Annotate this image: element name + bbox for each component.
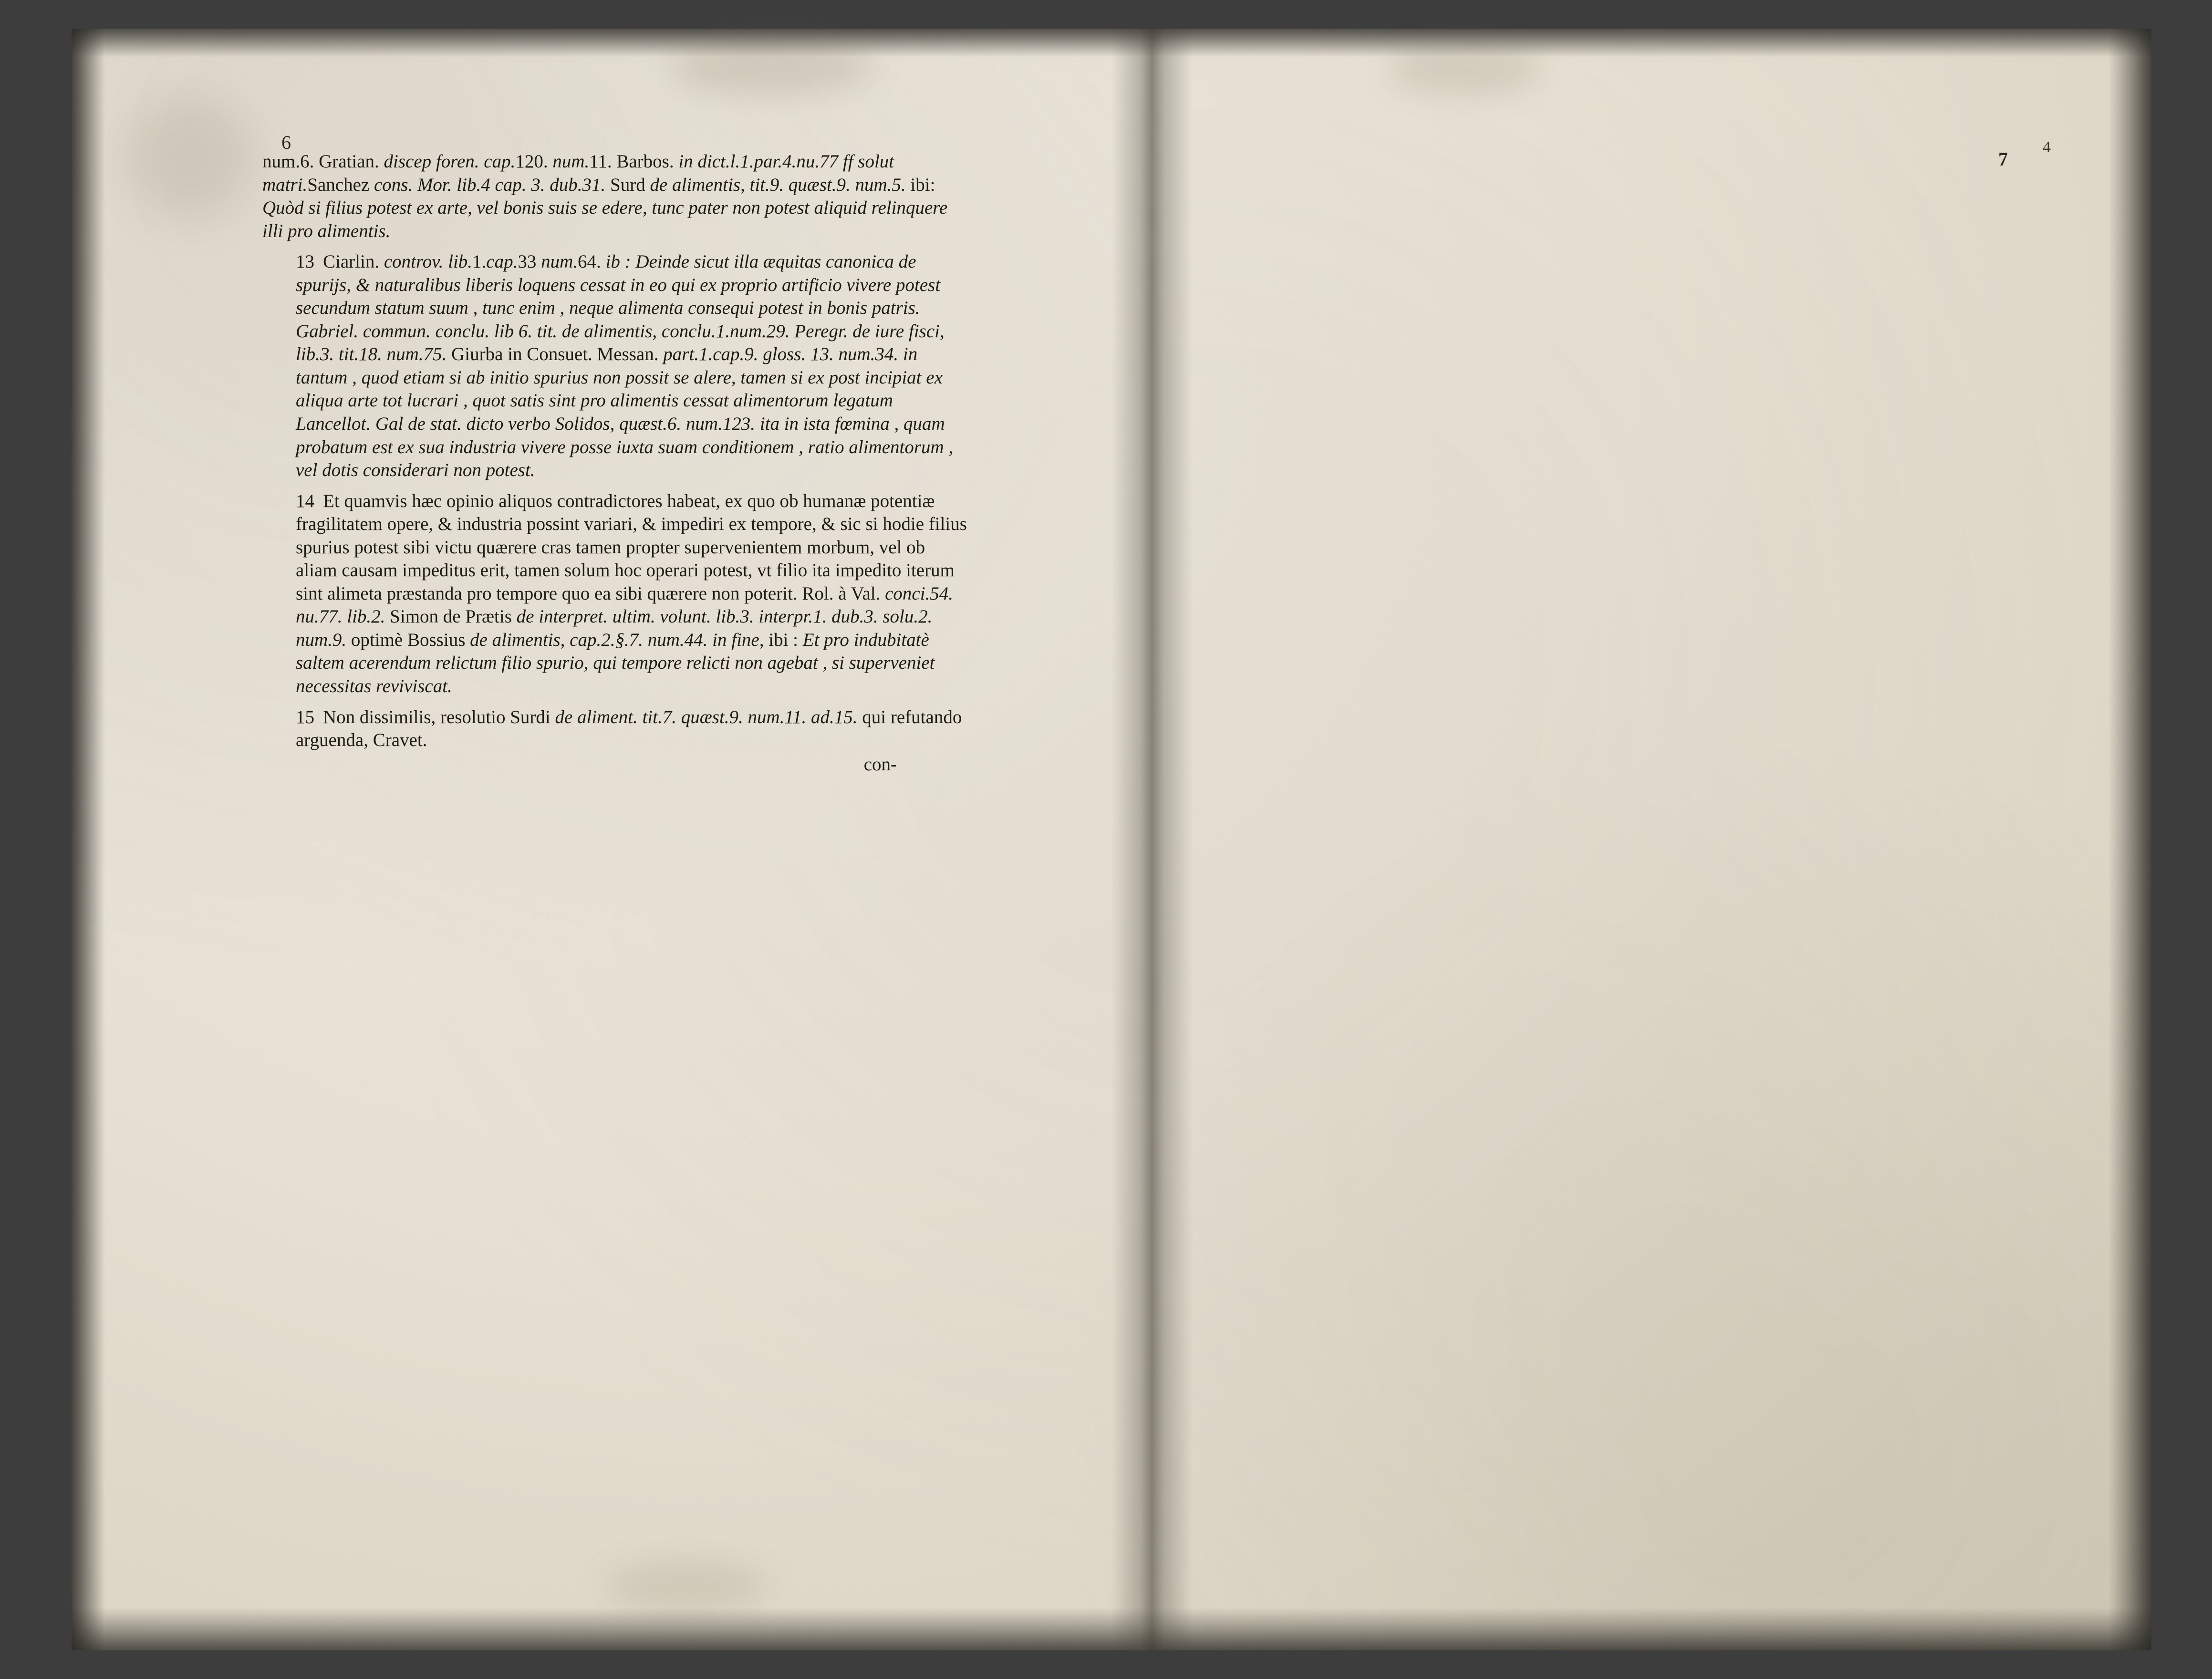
paragraph: 13 Ciarlin. controv. lib.1.cap.33 num.64. ib : Deinde sicut illa æquitas canonica de spurijs, & naturalibus liberis loquens cessat in eo qui ex proprio artificio vivere potest secundum statum suum , tunc enim , neque alimenta consequi potest in bonis patris. Gabriel. commun. conclu. lib 6. tit. de alimentis, conclu.1.num.29. Peregr. de iure fisci, lib.3. tit.18. num.75. Giurba in Consuet. Messan. part.1.cap.9. gloss. 13. num.34. in tantum , quod etiam si ab initio spurius non possit se alere, tamen si ex post incipiat ex aliqua arte tot lucrari , quot satis sint pro alimentis cessat alimentorum legatum Lancellot. Gal de stat. dicto verbo Solidos, quæst.6. num.123. ita in ista fœmina , quam probatum est ex sua industria vivere posse iuxta suam conditionem , ratio alimentorum , vel dotis considerari non potest. xyxy=(296,251,954,481)
paragraph-opening-run: num.6. xyxy=(262,151,314,172)
paragraph: 14 Et quamvis hæc opinio aliquos contradictores habeat, ex quo ob humanæ potentiæ fragilitatem opere, & industria possint variari, & impediri ex tempore, & sic si hodie filius spurius potest sibi victu quærere cras tamen propter supervenientem morbum, vel ob aliam causam impeditus erit, tamen solum hoc operari potest, vt filio ita impedito iterum sint alimeta præstanda pro tempore quo ea sibi quærere non poterit. Rol. à Val. conci.54. nu.77. lib.2. Simon de Prætis de interpret. ultim. volunt. lib.3. interpr.1. dub.3. solu.2. num.9. optimè Bossius de alimentis, cap.2.§.7. num.44. in fine, ibi : Et pro indubitatè saltem acerendum relictum filio spurio, qui tempore relicti non agebat , si superveniet necessitas reviviscat. xyxy=(296,490,967,697)
paragraph-gap xyxy=(262,699,968,706)
paragraph-gap xyxy=(262,483,968,490)
right-page xyxy=(1159,29,2151,1650)
catchword-left: con- xyxy=(863,754,897,775)
folio-number-right: 7 xyxy=(1998,148,2008,170)
marginal-annotation: 4 xyxy=(2043,138,2051,156)
paragraph: num.6. Gratian. discep foren. cap.120. num.11. Barbos. in dict.l.1.par.4.nu.77 ff solut matri.Sanchez cons. Mor. lib.4 cap. 3. dub.31. Surd de alimentis, tit.9. quæst.9. num.5. ibi: Quòd si filius potest ex arte, vel bonis suis se edere, tunc pater non potest aliquid relinquere illi pro alimentis. xyxy=(262,151,948,241)
paragraph-text: discep foren. cap. xyxy=(384,151,516,172)
paragraph-number: 13 xyxy=(296,251,314,272)
paragraph-gap xyxy=(262,244,968,250)
folio-number-left: 6 xyxy=(281,132,291,153)
paragraph-author: Gratian. xyxy=(319,151,379,172)
left-page-textblock xyxy=(262,150,968,777)
page-spread xyxy=(72,29,2151,1650)
paragraph: 15 Non dissimilis, resolutio Surdi de aliment. tit.7. quæst.9. num.11. ad.15. qui refutando arguenda, Cravet. xyxy=(296,706,962,751)
paragraph-number: 15 xyxy=(296,706,314,727)
paragraph-number: 14 xyxy=(296,490,314,511)
left-page xyxy=(72,29,1145,1650)
